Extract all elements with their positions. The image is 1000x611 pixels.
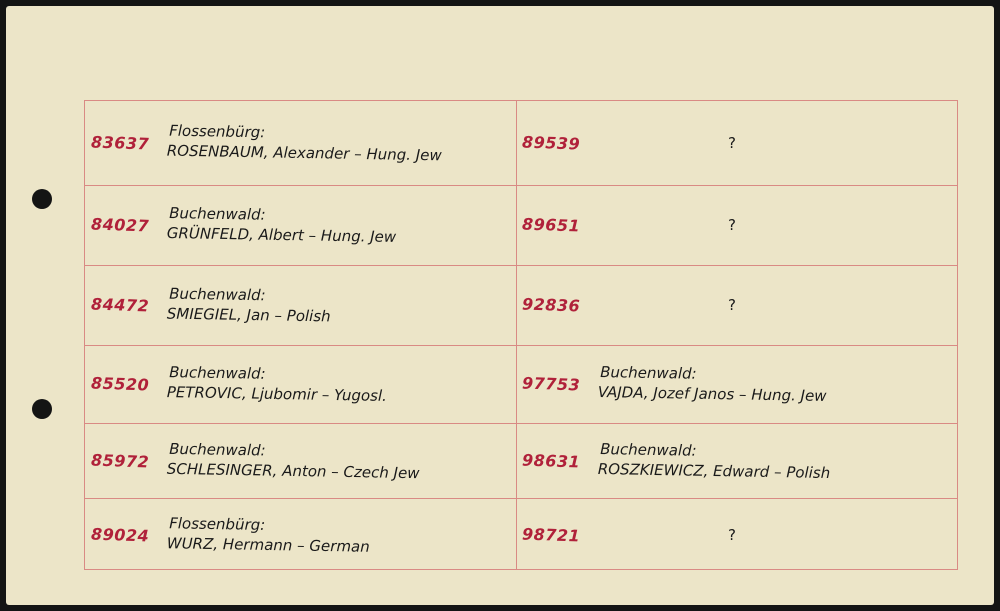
record-entry [167, 121, 443, 166]
prisoner-number: 92836 [521, 294, 581, 316]
prisoner-number: 89651 [521, 214, 581, 236]
record-cell-left [85, 185, 516, 265]
record-entry [167, 362, 388, 406]
record-cell-right [516, 423, 959, 498]
prisoner-number: 83637 [90, 132, 150, 154]
record-cell-left [85, 265, 516, 345]
record-cell-right [516, 345, 959, 423]
record-entry [167, 203, 397, 247]
camp-name: Buchenwald: [600, 439, 697, 460]
prisoner-number: 85972 [90, 449, 150, 472]
person-name: WURZ, Hermann – German [166, 533, 370, 556]
prisoner-number: 84027 [90, 214, 150, 236]
punch-hole-top [32, 189, 52, 209]
record-grid [84, 100, 958, 570]
record-entry [167, 438, 420, 482]
record-cell-right [516, 101, 959, 185]
record-cell-left [85, 498, 516, 571]
person-name: PETROVIC, Ljubomir – Yugosl. [166, 383, 388, 405]
record-entry [598, 438, 831, 482]
camp-name: Flossenbürg: [169, 121, 266, 142]
record-entry [598, 362, 827, 406]
record-cell-left [85, 101, 516, 185]
person-name: ROSZKIEWICZ, Edward – Polish [597, 459, 831, 482]
prisoner-number: 98721 [521, 523, 581, 546]
index-card [6, 6, 994, 605]
prisoner-number: 98631 [521, 449, 581, 472]
prisoner-number: 84472 [90, 294, 150, 316]
camp-name: Buchenwald: [169, 204, 266, 224]
prisoner-number: 85520 [90, 373, 150, 395]
camp-name: Buchenwald: [169, 284, 266, 305]
record-cell-left [85, 423, 516, 498]
camp-name: Flossenbürg: [169, 513, 266, 534]
person-name: VAJDA, Jozef Janos – Hung. Jew [597, 383, 827, 405]
prisoner-number: 97753 [521, 373, 581, 395]
camp-name: Buchenwald: [600, 363, 697, 383]
punch-hole-bottom [32, 399, 52, 419]
unknown-mark: ? [728, 525, 736, 544]
camp-name: Buchenwald: [169, 439, 266, 460]
unknown-mark: ? [728, 216, 736, 234]
person-name: SCHLESINGER, Anton – Czech Jew [166, 459, 420, 482]
camp-name: Buchenwald: [169, 363, 266, 383]
record-entry [167, 284, 332, 327]
record-cell-right [516, 265, 959, 345]
person-name: SMIEGIEL, Jan – Polish [166, 304, 331, 326]
person-name: GRÜNFELD, Albert – Hung. Jew [166, 223, 397, 246]
record-cell-right [516, 498, 959, 571]
prisoner-number: 89539 [521, 132, 581, 154]
unknown-mark: ? [728, 134, 736, 152]
record-cell-left [85, 345, 516, 423]
person-name: ROSENBAUM, Alexander – Hung. Jew [166, 141, 442, 165]
unknown-mark: ? [728, 296, 736, 314]
record-cell-right [516, 185, 959, 265]
prisoner-number: 89024 [90, 523, 150, 546]
record-entry [167, 513, 371, 557]
